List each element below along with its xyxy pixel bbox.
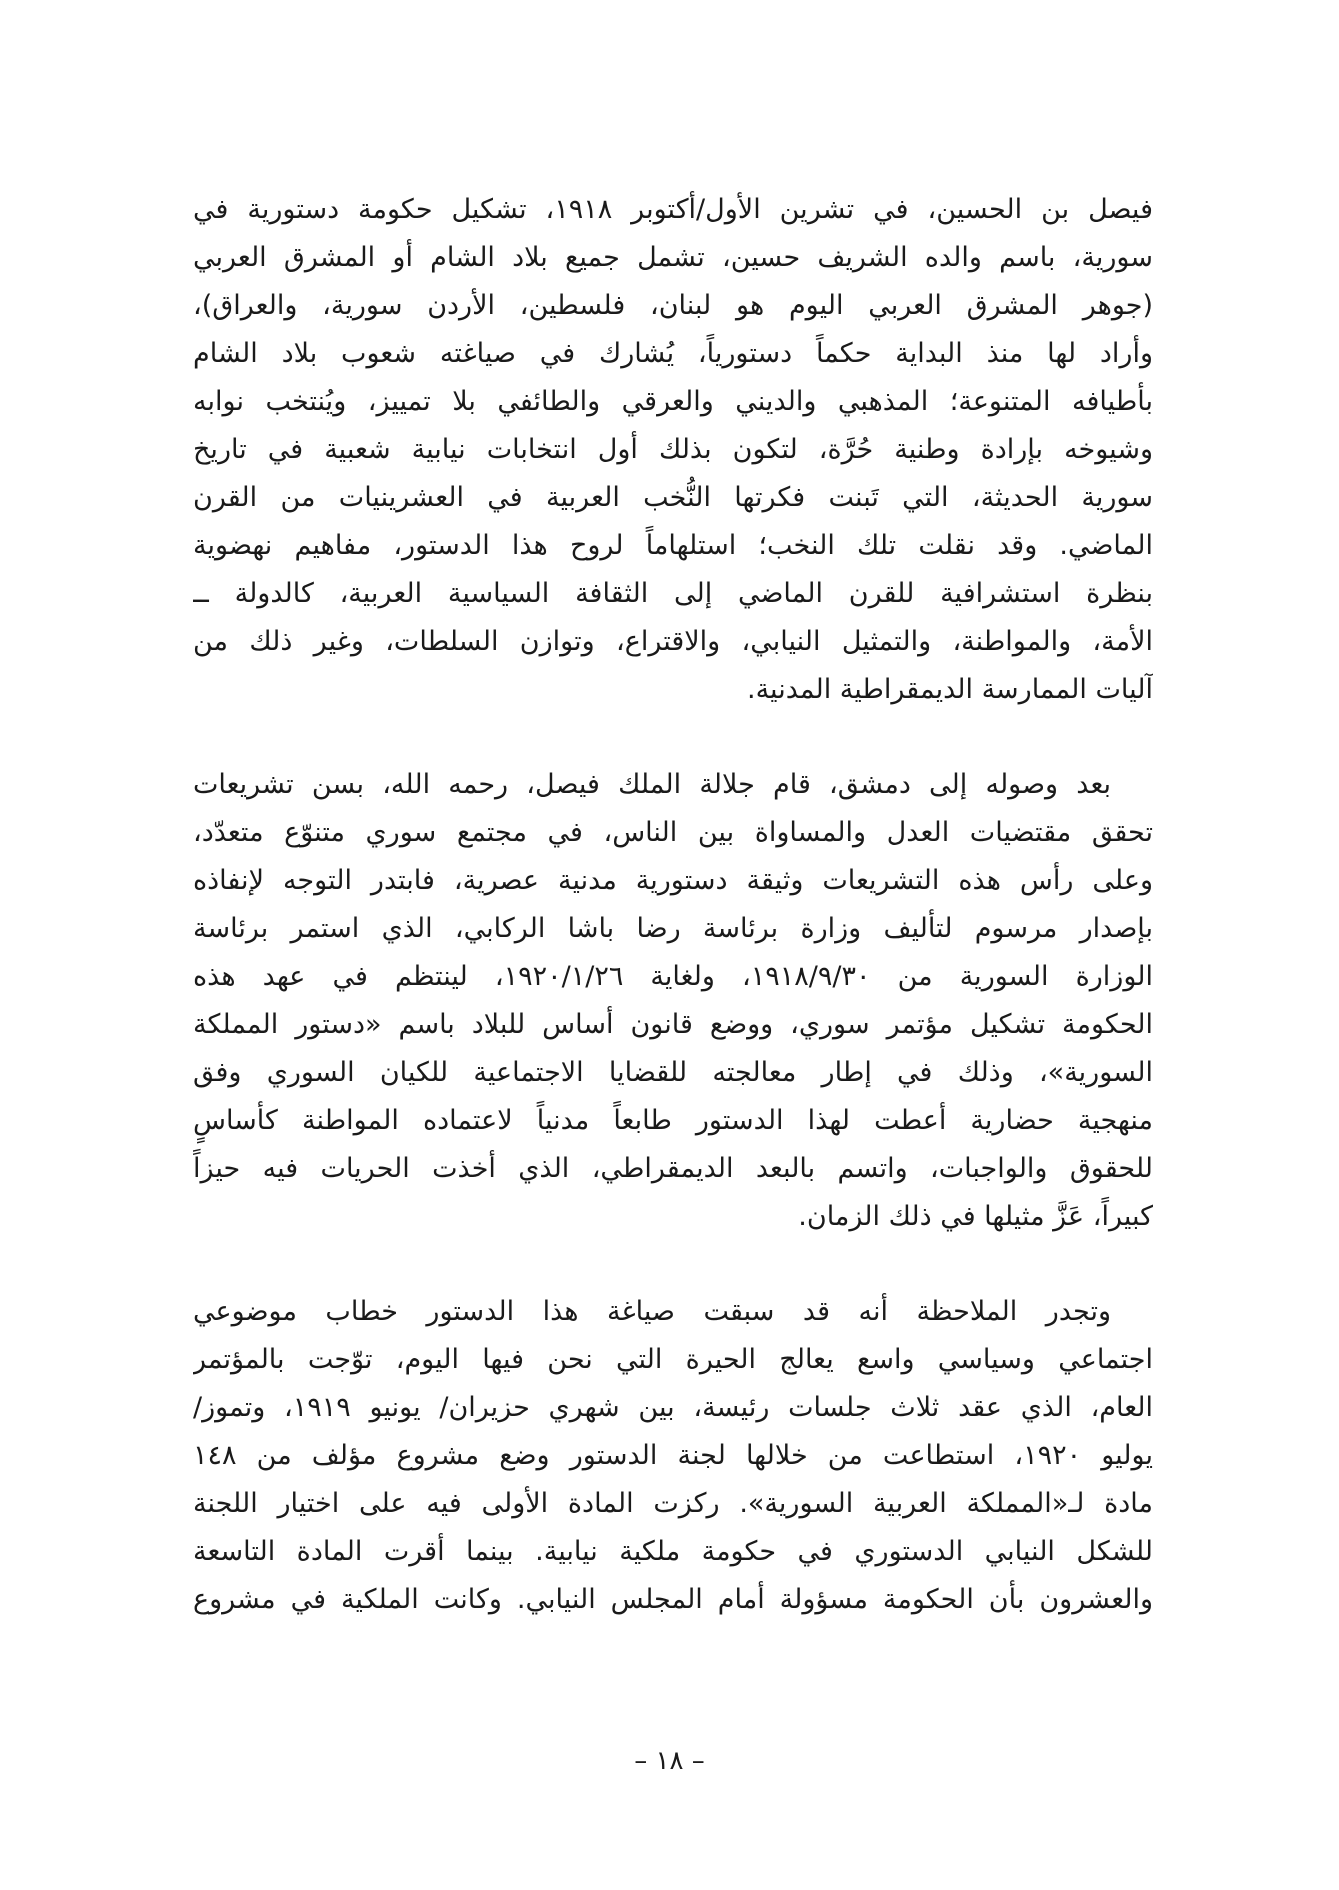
text-line: كبيراً، عَزَّ مثيلها في ذلك الزمان. [798,1201,1153,1232]
text-line: آليات الممارسة الديمقراطية المدنية. [746,674,1153,705]
text-line: بعد وصوله إلى دمشق، قام جلالة الملك فيصل، رحمه الله، بسن تشريعات [193,769,1111,800]
text-line: وشيوخه بإرادة وطنية حُرَّة، لتكون بذلك أول انتخابات نيابية شعبية في تاريخ [193,434,1153,465]
text-line: العام، الذي عقد ثلاث جلسات رئيسة، بين شهري حزيران/ يونيو ١٩١٩، وتموز/ [193,1392,1153,1423]
paragraph-2 [193,761,1153,1241]
paragraph-gap [193,1241,1153,1288]
text-line: وعلى رأس هذه التشريعات وثيقة دستورية مدنية عصرية، فابتدر التوجه لإنفاذه [193,865,1153,896]
text-line: الماضي. وقد نقلت تلك النخب؛ استلهاماً لروح هذا الدستور، مفاهيم نهضوية [193,530,1153,561]
body-text [193,186,1153,1624]
text-line: (جوهر المشرق العربي اليوم هو لبنان، فلسطين، الأردن سورية، والعراق)، [193,290,1153,321]
text-line: وتجدر الملاحظة أنه قد سبقت صياغة هذا الدستور خطاب موضوعي [193,1296,1111,1327]
text-line: السورية»، وذلك في إطار معالجته للقضايا الاجتماعية للكيان السوري وفق [193,1057,1153,1088]
text-line: والعشرون بأن الحكومة مسؤولة أمام المجلس النيابي. وكانت الملكية في مشروع [193,1584,1153,1615]
text-line: اجتماعي وسياسي واسع يعالج الحيرة التي نحن فيها اليوم، توّجت بالمؤتمر [193,1344,1153,1375]
paragraph-gap [193,714,1153,761]
text-line: سورية الحديثة، التي تَبنت فكرتها النُّخب العربية في العشرينيات من القرن [193,482,1153,513]
text-line: للشكل النيابي الدستوري في حكومة ملكية نيابية. بينما أقرت المادة التاسعة [193,1536,1153,1567]
text-line: فيصل بن الحسين، في تشرين الأول/أكتوبر ١٩١٨، تشكيل حكومة دستورية في [193,194,1153,225]
text-line: الأمة، والمواطنة، والتمثيل النيابي، والاقتراع، وتوازن السلطات، وغير ذلك من [193,626,1153,657]
text-line: بإصدار مرسوم لتأليف وزارة برئاسة رضا باشا الركابي، الذي استمر برئاسة [193,913,1153,944]
text-line: يوليو ١٩٢٠، استطاعت من خلالها لجنة الدستور وضع مشروع مؤلف من ١٤٨ [193,1440,1153,1471]
paragraph-1 [193,186,1153,714]
text-line: الوزارة السورية من ١٩١٨/٩/٣٠، ولغاية ١٩٢٠/١/٢٦، لينتظم في عهد هذه [193,961,1153,992]
text-line: سورية، باسم والده الشريف حسين، تشمل جميع بلاد الشام أو المشرق العربي [193,242,1153,273]
page-number: – ١٨ – [634,1746,705,1776]
text-line: منهجية حضارية أعطت لهذا الدستور طابعاً مدنياً لاعتماده المواطنة كأساسٍ [193,1105,1153,1136]
text-line: وأراد لها منذ البداية حكماً دستورياً، يُشارك في صياغته شعوب بلاد الشام [193,338,1153,369]
paragraph-3 [193,1288,1153,1624]
text-line: الحكومة تشكيل مؤتمر سوري، ووضع قانون أساس للبلاد باسم «دستور المملكة [193,1009,1153,1040]
text-line: بنظرة استشرافية للقرن الماضي إلى الثقافة السياسية العربية، كالدولة ــ [193,578,1153,609]
text-line: مادة لـ«المملكة العربية السورية». ركزت المادة الأولى فيه على اختيار اللجنة [193,1488,1153,1519]
text-line: تحقق مقتضيات العدل والمساواة بين الناس، في مجتمع سوري متنوّع متعدّد، [193,817,1153,848]
text-line: للحقوق والواجبات، واتسم بالبعد الديمقراطي، الذي أخذت الحريات فيه حيزاً [193,1153,1153,1184]
text-line: بأطيافه المتنوعة؛ المذهبي والديني والعرقي والطائفي بلا تمييز، ويُنتخب نوابه [193,386,1153,417]
